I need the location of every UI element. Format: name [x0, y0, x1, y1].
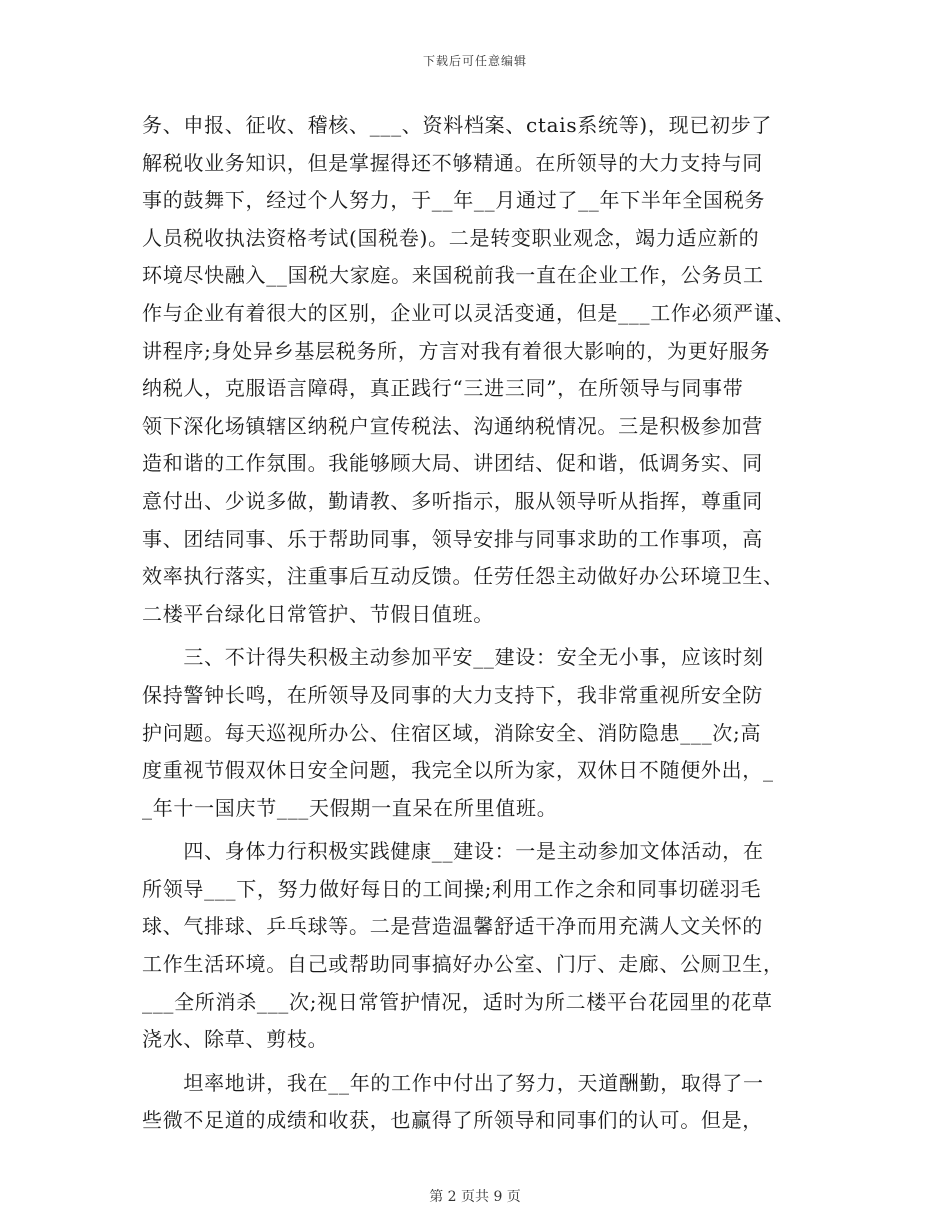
document-body [142, 107, 822, 1140]
text-line: 效率执行落实，注重事后互动反馈。任劳任怨主动做好办公环境卫生、 [142, 564, 784, 589]
text-line: 务、申报、征收、稽核、___、资料档案、ctais系统等)，现已初步了 [142, 113, 773, 137]
text-line: _年十一国庆节___天假期一直呆在所里值班。 [142, 795, 558, 820]
text-line: 工作生活环境。自己或帮助同事搞好办公室、门厅、走廊、公厕卫生， [142, 952, 784, 977]
text-line: 纳税人，克服语言障碍，真正践行“三进三同”，在所领导与同事带 [142, 376, 744, 401]
text-line: 所领导___下，努力做好每日的工间操;利用工作之余和同事切磋羽毛 [142, 876, 762, 901]
text-line: 度重视节假双休日安全问题，我完全以所为家，双休日不随便外出，_ [142, 758, 774, 783]
text-line: 三、不计得失积极主动参加平安__建设：安全无小事，应该时刻 [142, 645, 764, 670]
text-line: 护问题。每天巡视所办公、住宿区域，消除安全、消防隐患___次;高 [142, 720, 762, 745]
page-footer: 第 2 页共 9 页 [429, 1189, 521, 1205]
page-header: 下载后可任意编辑 [422, 54, 527, 68]
text-line: 作与企业有着很大的区别，企业可以灵活变通，但是___工作必须严谨、 [142, 300, 796, 325]
text-line: 造和谐的工作氛围。我能够顾大局、讲团结、促和谐，低调务实、同 [142, 451, 763, 476]
text-line: 解税收业务知识，但是掌握得还不够精通。在所领导的大力支持与同 [142, 150, 763, 175]
text-line: 讲程序;身处异乡基层税务所，方言对我有着很大影响的，为更好服务 [142, 338, 771, 363]
text-line: 些微不足道的成绩和收获，也赢得了所领导和同事们的认可。但是， [142, 1108, 763, 1133]
text-line: 领下深化场镇辖区纳税户宣传税法、沟通纳税情况。三是积极参加营 [142, 413, 763, 438]
text-line: 浇水、除草、剪枝。 [142, 1027, 329, 1052]
text-line: 意付出、少说多做，勤请教、多听指示，服从领导听从指挥，尊重同 [142, 488, 763, 513]
text-line: 二楼平台绿化日常管护、节假日值班。 [142, 601, 494, 626]
text-line: 四、身体力行积极实践健康__建设：一是主动参加文体活动，在 [142, 839, 764, 864]
text-line: 球、气排球、乒乓球等。二是营造温馨舒适干净而用充满人文关怀的 [142, 914, 763, 939]
text-line: ___全所消杀___次;视日常管护情况，适时为所二楼平台花园里的花草 [142, 989, 773, 1014]
text-line: 坦率地讲，我在__年的工作中付出了努力，天道酬勤，取得了一 [142, 1070, 764, 1095]
text-line: 事的鼓舞下，经过个人努力，于__年__月通过了__年下半年全国税务 [142, 188, 766, 213]
text-line: 人员税收执法资格考试(国税卷)。二是转变职业观念，竭力适应新的 [142, 225, 760, 250]
text-line: 环境尽快融入__国税大家庭。来国税前我一直在企业工作，公务员工 [142, 263, 764, 288]
text-line: 保持警钟长鸣，在所领导及同事的大力支持下，我非常重视所安全防 [142, 682, 763, 707]
text-line: 事、团结同事、乐于帮助同事，领导安排与同事求助的工作事项，高 [142, 526, 763, 551]
